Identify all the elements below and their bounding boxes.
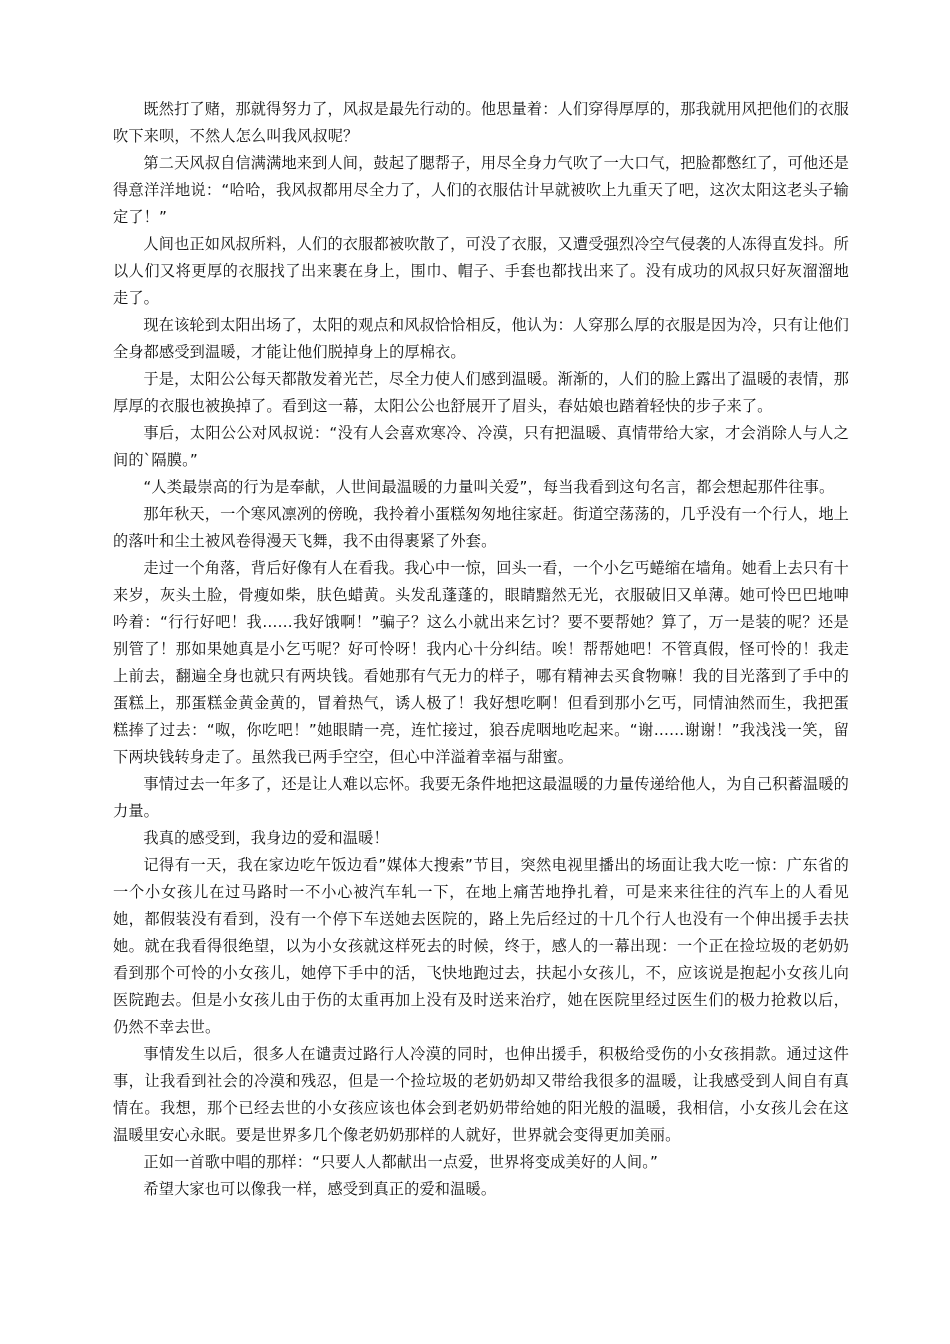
paragraph: 我真的感受到，我身边的爱和温暖！ (143, 829, 389, 847)
paragraph: 那年秋天，一个寒风凛冽的傍晚，我拎着小蛋糕匆匆地往家赶。街道空荡荡的，几乎没有一个行人，地上的落叶和尘土被风卷得漫天飞舞，我不由得裹紧了外套。 (113, 505, 849, 550)
paragraph: 事后，太阳公公对风叔说：“没有人会喜欢寒冷、冷漠，只有把温暖、真情带给大家，才会消除人与人之间的`隔膜。” (113, 424, 849, 469)
document-body (113, 96, 849, 1203)
paragraph: 事情过去一年多了，还是让人难以忘怀。我要无条件地把这最温暖的力量传递给他人，为自己积蓄温暖的力量。 (113, 775, 849, 820)
paragraph: “人类最崇高的行为是奉献，人世间最温暖的力量叫关爱”，每当我看到这句名言，都会想起那件往事。 (143, 478, 835, 496)
paragraph: 正如一首歌中唱的那样：“只要人人都献出一点爱，世界将变成美好的人间。” (143, 1153, 658, 1171)
paragraph: 希望大家也可以像我一样，感受到真正的爱和温暖。 (143, 1180, 497, 1198)
paragraph: 现在该轮到太阳出场了，太阳的观点和风叔恰恰相反，他认为：人穿那么厚的衣服是因为冷，只有让他们全身都感受到温暖，才能让他们脱掉身上的厚棉衣。 (113, 316, 849, 361)
paragraph: 记得有一天，我在家边吃午饭边看”媒体大搜索”节目，突然电视里播出的场面让我大吃一惊：广东省的一个小女孩儿在过马路时一不小心被汽车轧一下，在地上痛苦地挣扎着，可是来来往往的汽车上的人看见她，都假装没有看到，没有一个停下车送她去医院的，路上先后经过的十几个行人也没有一个伸出援手去扶她。就在我看得很绝望，以为小女孩就这样死去的时候，终于，感人的一幕出现：一个正在捡垃圾的老奶奶看到那个可怜的小女孩儿，她停下手中的活，飞快地跑过去，扶起小女孩儿，不，应该说是抱起小女孩儿向医院跑去。但是小女孩儿由于伤的太重再加上没有及时送来治疗，她在医院里经过医生们的极力抢救以后，仍然不幸去世。 (113, 856, 849, 1036)
paragraph: 事情发生以后，很多人在谴责过路行人冷漠的同时，也伸出援手，积极给受伤的小女孩捐款。通过这件事，让我看到社会的冷漠和残忍，但是一个捡垃圾的老奶奶却又带给我很多的温暖，让我感受到人间自有真情在。我想，那个已经去世的小女孩应该也体会到老奶奶带给她的阳光般的温暖，我相信，小女孩儿会在这温暖里安心永眠。要是世界多几个像老奶奶那样的人就好，世界就会变得更加美丽。 (113, 1045, 849, 1144)
paragraph: 第二天风叔自信满满地来到人间，鼓起了腮帮子，用尽全身力气吹了一大口气，把脸都憋红了，可他还是得意洋洋地说：“哈哈，我风叔都用尽全力了，人们的衣服估计早就被吹上九重天了吧，这次太阳这老头子输定了！” (113, 154, 849, 226)
paragraph: 人间也正如风叔所料，人们的衣服都被吹散了，可没了衣服，又遭受强烈冷空气侵袭的人冻得直发抖。所以人们又将更厚的衣服找了出来裹在身上，围巾、帽子、手套也都找出来了。没有成功的风叔只好灰溜溜地走了。 (113, 235, 849, 307)
paragraph: 走过一个角落，背后好像有人在看我。我心中一惊，回头一看，一个小乞丐蜷缩在墙角。她看上去只有十来岁，灰头土脸，骨瘦如柴，肤色蜡黄。头发乱蓬蓬的，眼睛黯然无光，衣服破旧又单薄。她可怜巴巴地呻吟着：“行行好吧！我……我好饿啊！”骗子？这么小就出来乞讨？要不要帮她？算了，万一是装的呢？还是别管了！那如果她真是小乞丐呢？好可怜呀！我内心十分纠结。唉！帮帮她吧！不管真假，怪可怜的！我走上前去，翻遍全身也就只有两块钱。看她那有气无力的样子，哪有精神去买食物嘛！我的目光落到了手中的蛋糕上，那蛋糕金黄金黄的，冒着热气，诱人极了！我好想吃啊！但看到那小乞丐，同情油然而生，我把蛋糕捧了过去：“呶，你吃吧！”她眼睛一亮，连忙接过，狼吞虎咽地吃起来。“谢……谢谢！”我浅浅一笑，留下两块钱转身走了。虽然我已两手空空，但心中洋溢着幸福与甜蜜。 (113, 559, 849, 766)
paragraph: 既然打了赌，那就得努力了，风叔是最先行动的。他思量着：人们穿得厚厚的，那我就用风把他们的衣服吹下来呗，不然人怎么叫我风叔呢？ (113, 100, 849, 145)
paragraph: 于是，太阳公公每天都散发着光芒，尽全力使人们感到温暖。渐渐的，人们的脸上露出了温暖的表情，那厚厚的衣服也被换掉了。看到这一幕，太阳公公也舒展开了眉头，春姑娘也踏着轻快的步子来了。 (113, 370, 849, 415)
